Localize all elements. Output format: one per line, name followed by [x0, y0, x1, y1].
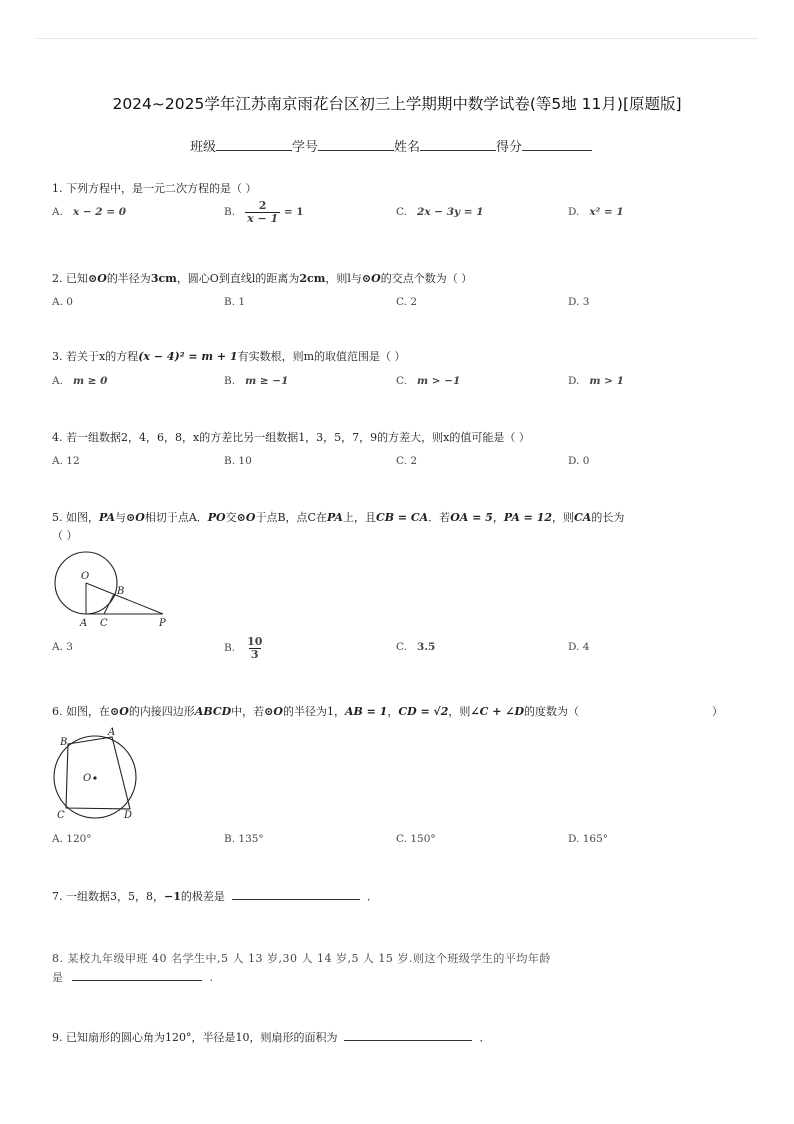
- name-label: 姓名: [394, 140, 421, 155]
- q5-po: PO: [207, 511, 226, 524]
- q4-option-c[interactable]: C. 2: [396, 455, 418, 467]
- q5-c-math: 3.5: [417, 641, 436, 653]
- q8-line1: 8. 某校九年级甲班 40 名学生中,5 人 13 岁,30 人 14 岁,5 人 15 岁.则这个班级学生的平均年龄: [52, 952, 551, 965]
- q1-option-d[interactable]: [568, 206, 624, 218]
- q2-s3: 的半径为: [106, 272, 151, 285]
- q5-label-o: O: [81, 571, 90, 582]
- q9-s1: 9. 已知扇形的圆心角为120°，半径是10，则扇形的面积为: [52, 1031, 338, 1044]
- q6-stem: [52, 703, 579, 719]
- q7-s2: 的极差是: [180, 890, 225, 903]
- q2-option-b[interactable]: B. 1: [224, 296, 246, 308]
- number-label: 学号: [292, 140, 319, 155]
- header-rule: [36, 38, 758, 39]
- q3-s1: 3. 若关于x的方程: [52, 350, 139, 363]
- q4-stem: 4. 若一组数据2，4，6，8，x的方差比另一组数据1，3，5，7，9的方差大，则x的值可能是（ ）: [52, 431, 530, 444]
- q4-option-a[interactable]: A. 12: [52, 455, 80, 467]
- q6-paren-close: ）: [712, 705, 723, 718]
- q5-pa: PA: [99, 511, 116, 524]
- q6-option-b[interactable]: B. 135°: [224, 833, 264, 845]
- q5-answer-paren: （ ）: [52, 529, 78, 542]
- q5-b-numerator: 10: [247, 635, 263, 648]
- q6-circ1: ⊙O: [110, 705, 129, 718]
- q1-b-numerator: 2: [258, 199, 267, 212]
- q6-option-d[interactable]: D. 165°: [568, 833, 609, 845]
- q6-s3: 中，若: [231, 705, 265, 718]
- q5-s9: ，则: [552, 511, 575, 524]
- q5-pa2: PA: [326, 511, 343, 524]
- q2-s7: ，则l与: [325, 272, 362, 285]
- q6-label-b: B: [60, 737, 68, 748]
- q3-a-label: A.: [52, 375, 63, 387]
- q5-figure: [48, 550, 178, 630]
- q2-stem: [52, 270, 472, 286]
- q3-b-math: m ≥ −1: [245, 375, 289, 387]
- q6-eq3: ∠C + ∠D: [470, 705, 525, 718]
- q5-eq2: OA = 5: [450, 511, 493, 524]
- q5-label-p: P: [159, 618, 166, 629]
- q7-end: ．: [366, 890, 378, 903]
- q6-eq2: CD = √2: [398, 705, 449, 718]
- q3-d-math: m > 1: [589, 375, 624, 387]
- q7-math: −1: [164, 890, 181, 903]
- q2-option-a[interactable]: A. 0: [52, 296, 73, 308]
- q5-b-label: B.: [224, 642, 236, 655]
- q6-s4: 的半径为1，: [282, 705, 345, 718]
- q6-option-a[interactable]: A. 120°: [52, 833, 92, 845]
- q5-s10: 的长为: [591, 511, 625, 524]
- q2-s2: ⊙O: [88, 272, 107, 285]
- q7-stem: [52, 888, 378, 904]
- q6-label-d: D: [124, 810, 133, 821]
- q8-line2: [52, 969, 214, 985]
- q2-s6: 2cm: [299, 272, 326, 285]
- q5-ca: CA: [574, 511, 592, 524]
- q1-d-math: x² = 1: [589, 206, 624, 218]
- q1-option-b[interactable]: [224, 200, 304, 224]
- q5-option-a[interactable]: A. 3: [52, 641, 73, 653]
- q6-label-a: A: [108, 727, 116, 738]
- q1-d-label: D.: [568, 206, 580, 218]
- q5-s8: ，: [492, 511, 504, 524]
- q1-b-denominator: x − 1: [247, 211, 279, 225]
- q5-c-label: C.: [396, 641, 407, 653]
- q5-label-a: A: [80, 618, 88, 629]
- q1-b-rest: = 1: [280, 206, 304, 219]
- q5-option-b[interactable]: [224, 636, 264, 660]
- q8-answer-blank[interactable]: [72, 970, 202, 981]
- q5-segment-cb: [104, 594, 114, 614]
- student-info-row: [190, 136, 592, 155]
- q1-c-label: C.: [396, 206, 407, 218]
- q7-answer-blank[interactable]: [232, 889, 360, 900]
- q6-label-o: O: [83, 773, 92, 784]
- q2-s9: 的交点个数为（ ）: [380, 272, 473, 285]
- q5-s5: 于点B，点C在: [255, 511, 327, 524]
- q9-stem: [52, 1029, 490, 1045]
- q5-b-denominator: 3: [250, 647, 259, 661]
- q5-b-fraction: [245, 636, 264, 660]
- q6-s6: ，则: [448, 705, 471, 718]
- q3-s2: 有实数根，则m的取值范围是（ ）: [237, 350, 406, 363]
- q5-segment-op: [86, 583, 163, 614]
- q2-s5: ，圆心O到直线l的距离为: [176, 272, 300, 285]
- q1-option-a[interactable]: [52, 206, 126, 218]
- q6-s7: 的度数为（: [524, 705, 580, 718]
- q1-a-math: x − 2 = 0: [72, 206, 127, 218]
- q6-quadrilateral: [66, 737, 130, 809]
- q3-c-math: m > −1: [417, 375, 461, 387]
- q5-s2: 与: [115, 511, 127, 524]
- exam-title: 2024~2025学年江苏南京雨花台区初三上学期期中数学试卷(等5地 11月)[原题版]: [112, 95, 682, 113]
- q6-s2: 的内接四边形: [128, 705, 195, 718]
- q3-option-a[interactable]: [52, 375, 107, 387]
- q3-a-math: m ≥ 0: [72, 375, 108, 387]
- q5-s7: ．若: [428, 511, 451, 524]
- q9-answer-blank[interactable]: [344, 1030, 472, 1041]
- q5-s1: 5. 如图，: [52, 511, 99, 524]
- q9-end: ．: [479, 1031, 491, 1044]
- q6-s5: ，: [387, 705, 399, 718]
- q3-d-label: D.: [568, 375, 580, 387]
- q3-b-label: B.: [224, 375, 236, 387]
- q3-equation: (x − 4)² = m + 1: [138, 350, 238, 363]
- q8-s1: 是: [52, 971, 64, 984]
- class-blank[interactable]: [216, 138, 292, 151]
- q2-s1: 2. 已知: [52, 272, 88, 285]
- q3-stem: [52, 348, 406, 364]
- q5-circ2: ⊙O: [236, 511, 256, 524]
- q2-s4: 3cm: [150, 272, 177, 285]
- q5-s6: 上，且: [342, 511, 376, 524]
- q5-s3: 相切于点A．: [144, 511, 208, 524]
- number-blank[interactable]: [318, 138, 394, 151]
- q6-circ2: ⊙O: [264, 705, 283, 718]
- q5-circ1: ⊙O: [126, 511, 145, 524]
- q5-option-c[interactable]: [396, 641, 435, 653]
- q5-label-b: B: [117, 586, 125, 597]
- q5-label-c: C: [100, 618, 108, 629]
- q6-center-dot: [93, 776, 96, 779]
- q5-eq3: PA = 12: [503, 511, 553, 524]
- q4-option-d[interactable]: D. 0: [568, 455, 590, 467]
- name-blank[interactable]: [420, 138, 496, 151]
- q6-figure: [48, 724, 148, 824]
- q6-abcd: ABCD: [194, 705, 232, 718]
- q3-option-c[interactable]: [396, 375, 460, 387]
- q3-option-d[interactable]: [568, 375, 624, 387]
- score-label: 得分: [496, 140, 523, 155]
- q1-b-fraction: [245, 200, 280, 224]
- q1-b-label: B.: [224, 206, 236, 219]
- q3-c-label: C.: [396, 375, 407, 387]
- score-blank[interactable]: [522, 138, 592, 151]
- q2-option-c[interactable]: C. 2: [396, 296, 418, 308]
- q6-option-c[interactable]: C. 150°: [396, 833, 436, 845]
- q1-option-c[interactable]: [396, 206, 484, 218]
- q4-option-b[interactable]: B. 10: [224, 455, 252, 467]
- q2-option-d[interactable]: D. 3: [568, 296, 590, 308]
- q5-option-d[interactable]: D. 4: [568, 641, 590, 653]
- q5-eq1: CB = CA: [375, 511, 429, 524]
- q3-option-b[interactable]: [224, 375, 288, 387]
- q2-s8: ⊙O: [361, 272, 381, 285]
- q1-stem: 1. 下列方程中，是一元二次方程的是（ ）: [52, 182, 257, 195]
- class-label: 班级: [190, 140, 217, 155]
- q6-label-c: C: [57, 810, 65, 821]
- q8-end: .: [209, 971, 214, 984]
- q5-stem: [52, 509, 624, 525]
- q6-eq1: AB = 1: [344, 705, 388, 718]
- q7-s1: 7. 一组数据3，5，8，: [52, 890, 164, 903]
- q1-c-math: 2x − 3y = 1: [417, 206, 484, 218]
- q1-a-label: A.: [52, 206, 63, 218]
- q5-s4: 交: [225, 511, 237, 524]
- q6-s1: 6. 如图，在: [52, 705, 110, 718]
